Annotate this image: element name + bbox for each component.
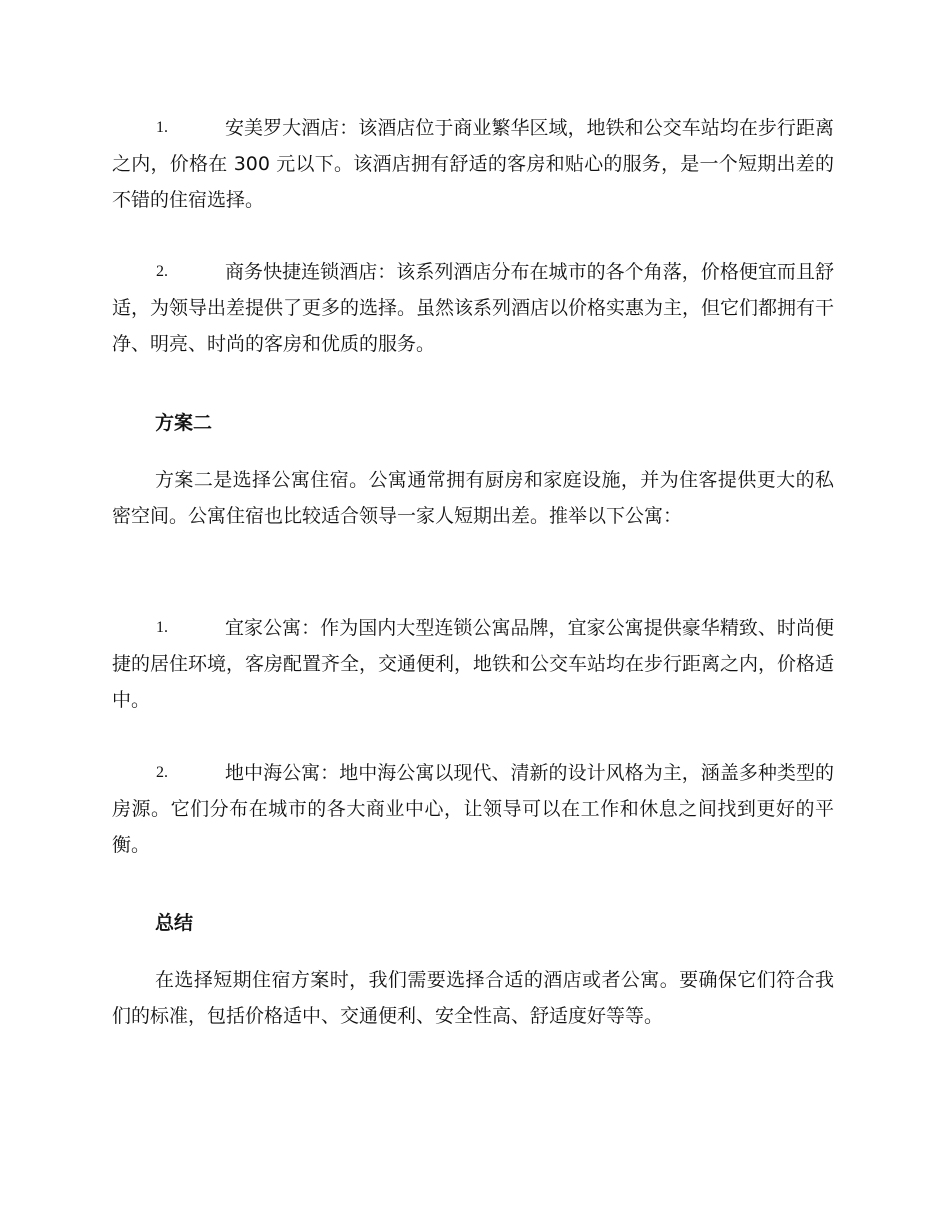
list-item-text: 地中海公寓：地中海公寓以现代、清新的设计风格为主，涵盖多种类型的房源。它们分布在城市的各大商业中心，让领导可以在工作和休息之间找到更好的平衡。: [112, 762, 834, 856]
list-number: 2.: [156, 263, 168, 280]
hotel-item-1: [112, 110, 834, 218]
apartment-item-1: [112, 610, 834, 718]
list-item-text: 安美罗大酒店：该酒店位于商业繁华区域，地铁和公交车站均在步行距离之内，价格在 300 元以下。该酒店拥有舒适的客房和贴心的服务，是一个短期出差的不错的住宿选择。: [112, 117, 834, 211]
plan2-heading: 方案二: [155, 412, 213, 434]
list-item-text: 宜家公寓：作为国内大型连锁公寓品牌，宜家公寓提供豪华精致、时尚便捷的居住环境，客房配置齐全，交通便利，地铁和公交车站均在步行距离之内，价格适中。: [112, 617, 835, 711]
list-item-text: 商务快捷连锁酒店：该系列酒店分布在城市的各个角落，价格便宜而且舒适，为领导出差提供了更多的选择。虽然该系列酒店以价格实惠为主，但它们都拥有干净、明亮、时尚的客房和优质的服务。: [112, 261, 835, 355]
summary-text: 在选择短期住宿方案时，我们需要选择合适的酒店或者公寓。要确保它们符合我们的标准，包括价格适中、交通便利、安全性高、舒适度好等等。: [112, 969, 834, 1027]
list-number: 1.: [156, 619, 168, 636]
list-number: 2.: [156, 764, 168, 781]
list-number: 1.: [156, 119, 168, 136]
summary-heading: 总结: [155, 912, 194, 934]
apartment-item-2: [112, 755, 834, 863]
hotel-item-2: [112, 254, 834, 362]
plan2-intro: 方案二是选择公寓住宿。公寓通常拥有厨房和家庭设施，并为住客提供更大的私密空间。公寓住宿也比较适合领导一家人短期出差。推举以下公寓：: [112, 469, 834, 527]
